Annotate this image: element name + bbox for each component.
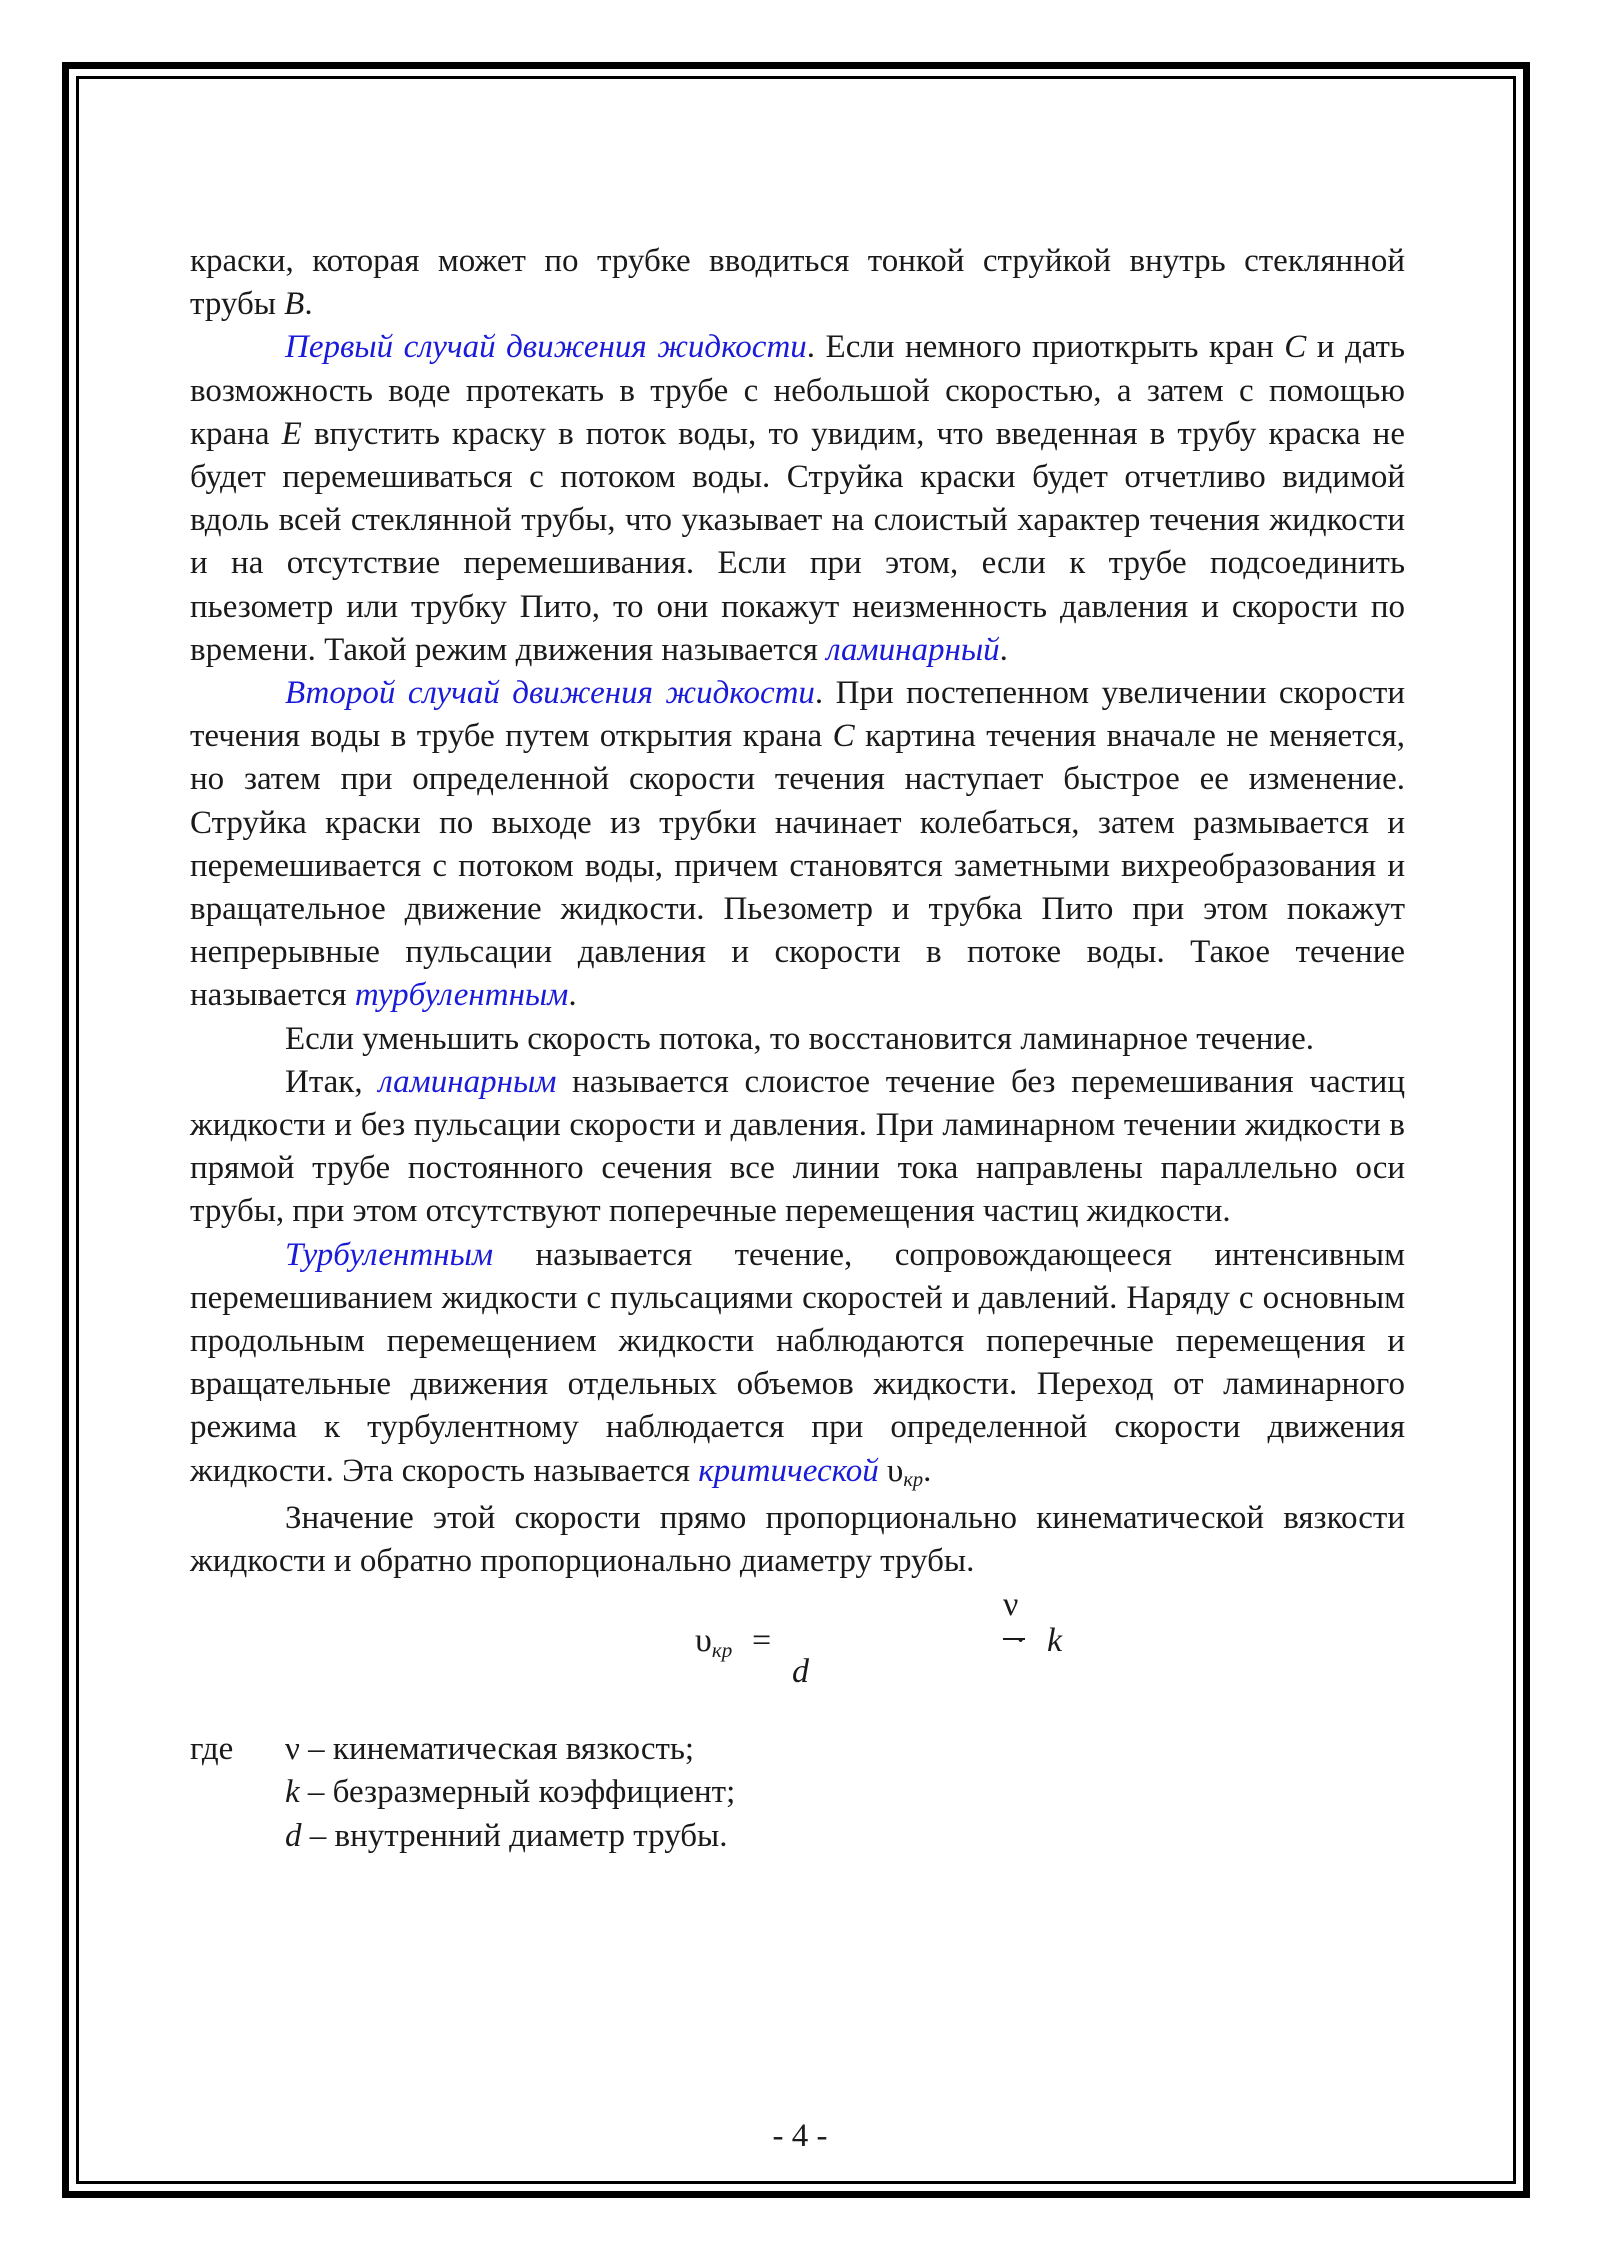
paragraph-turbulent-definition: Турбулентным называется течение, сопровождающееся интенсивным перемешиванием жидкости с пульсациями скоростей и давлений. Наряду с основным продольным перемещением жидкости наблюдаются поперечные перемещения и вращательные движения отдельных объемов жидкости. Переход от ламинарного режима к турбулентному наблюдается при определенной скорости движения жидкости. Эта скорость называется критической υкр.	[190, 1236, 1405, 1491]
term-critical: критической	[698, 1452, 879, 1489]
paragraph-critical-velocity: Значение этой скорости прямо пропорционально кинематической вязкости жидкости и обратно пропорционально диаметру трубы.	[190, 1499, 1405, 1580]
formula-k: k	[1047, 1622, 1063, 1660]
heading-first-case: Первый случай движения жидкости	[285, 329, 807, 366]
page-number: - 4 -	[772, 2118, 828, 2154]
paragraph-laminar-definition: Итак, ламинарным называется слоистое течение без перемешивания частиц жидкости и без пульсации скорости и давления. При ламинарном течении жидкости в прямой трубе постоянного сечения все линии тока направлены параллельно оси трубы, при этом отсутствуют поперечные перемещения частиц жидкости.	[190, 1063, 1405, 1230]
formula-equals: =	[752, 1622, 772, 1660]
paragraph-second-case: Второй случай движения жидкости. При постепенном увеличении скорости течения воды в трубе путем открытия крана C картина течения вначале не меняется, но затем при определенной скорости течения наступает быстрое ее изменение. Струйка краски по выходе из трубки начинает колебаться, затем размывается и перемешивается с потоком воды, причем становятся заметными вихреобразования и вращательное движение жидкости. Пьезометр и трубка Пито при этом покажут непрерывные пульсации давления и скорости в потоке воды. Такое течение называется турбулентным.	[190, 675, 1405, 1014]
definition-row: k – безразмерный коэффициент;	[285, 1774, 736, 1811]
term-turbulent: турбулентным	[354, 977, 569, 1014]
formula-numerator: ν	[1003, 1586, 1019, 1624]
definition-row: d – внутренний диаметр трубы.	[285, 1817, 728, 1854]
definitions-list	[190, 1728, 1405, 1858]
definition-row: где ν – кинематическая вязкость;	[190, 1728, 1405, 1771]
formula-lhs: υкр	[695, 1622, 733, 1662]
term-turbulent-def: Турбулентным	[285, 1236, 494, 1273]
formula-dot: ·	[1015, 1622, 1027, 1660]
paragraph-1: краски, которая может по трубке вводиться тонкой струйкой внутрь стеклянной трубы B.	[190, 243, 1405, 323]
paragraph-first-case: Первый случай движения жидкости. Если немного приоткрыть кран C и дать возможность воде протекать в трубе с небольшой скоростью, а затем с помощью крана E впустить краску в поток воды, то увидим, что введенная в трубу краска не будет перемешиваться с потоком воды. Струйка краски будет отчетливо видимой вдоль всей стеклянной трубы, что указывает на слоистый характер течения жидкости и на отсутствие перемешивания. Если при этом, если к трубе подсоединить пьезометр или трубку Пито, то они покажут неизменность давления и скорости по времени. Такой режим движения называется ламинарный.	[190, 329, 1405, 668]
paragraph-restore-laminar: Если уменьшить скорость потока, то восстановится ламинарное течение.	[285, 1020, 1314, 1057]
formula-denominator: d	[792, 1653, 809, 1691]
critical-velocity-formula	[190, 1583, 1405, 1718]
term-laminar-def: ламинарным	[378, 1063, 557, 1100]
heading-second-case: Второй случай движения жидкости	[285, 675, 815, 712]
document-body	[190, 240, 1405, 1858]
term-laminar: ламинарный	[826, 631, 1000, 668]
where-label: где	[190, 1731, 234, 1768]
